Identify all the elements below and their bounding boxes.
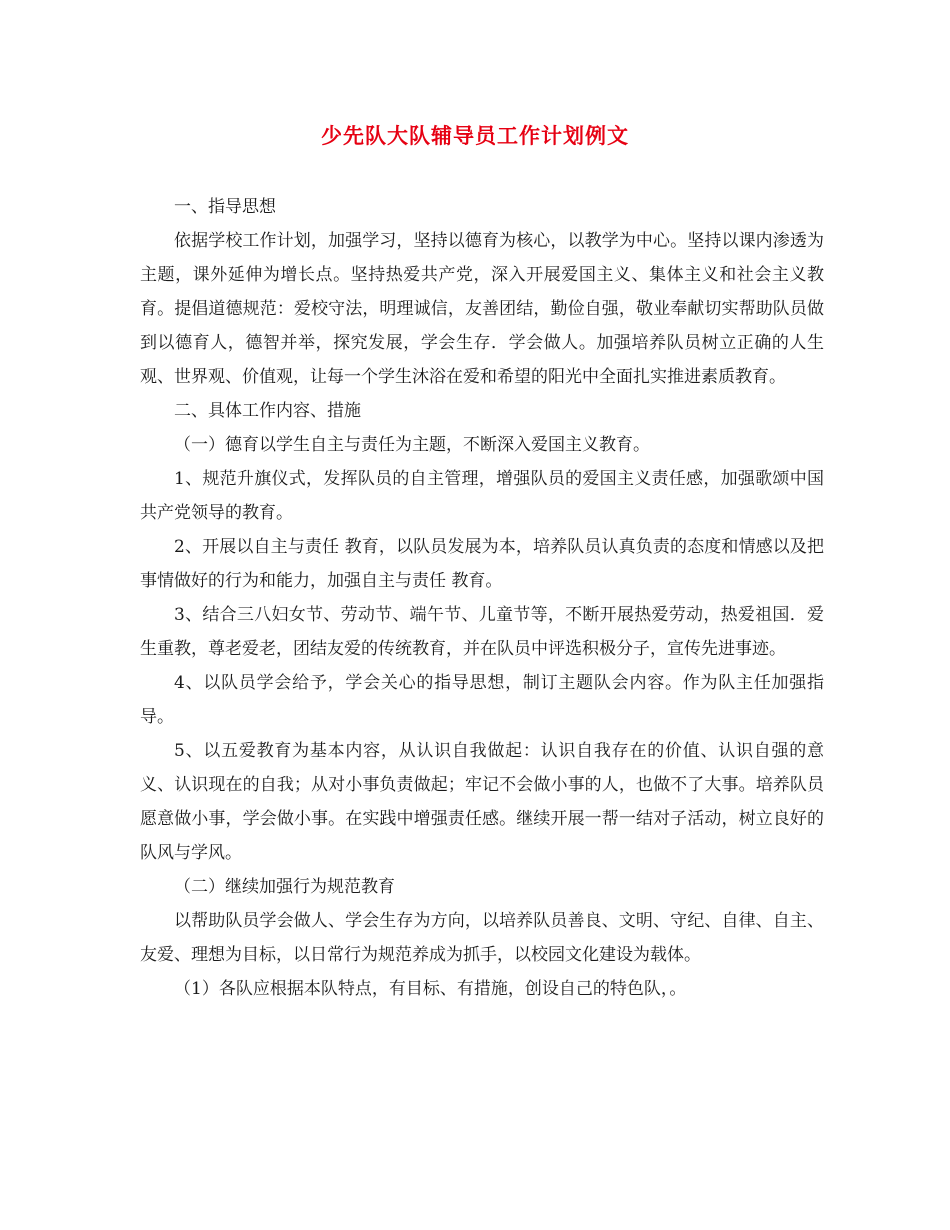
list-item-5: 5、以五爱教育为基本内容，从认识自我做起：认识自我存在的价值、认识自强的意义、认识现在的自我；从对小事负责做起；牢记不会做小事的人，也做不了大事。培养队员愿意做小事，学会做小事。在实践中增强责任感。继续开展一帮一结对子活动，树立良好的队风与学风。	[140, 741, 824, 863]
section-heading-guiding-thought: 一、指导思想	[174, 197, 276, 217]
list-item-3: 3、结合三八妇女节、劳动节、端午节、儿童节等，不断开展热爱劳动，热爱祖国．爱生重教，尊老爱老，团结友爱的传统教育，并在队员中评选积极分子，宣传先进事迹。	[140, 605, 824, 659]
list-item-sub-1: （1）各队应根据本队特点，有目标、有措施，创设自己的特色队，。	[174, 979, 687, 999]
section-heading-work-content: 二、具体工作内容、措施	[174, 401, 361, 421]
list-item-4: 4、以队员学会给予，学会关心的指导思想，制订主题队会内容。作为队主任加强指导。	[140, 673, 824, 727]
paragraph-behavior-norms: 以帮助队员学会做人、学会生存为方向，以培养队员善良、文明、守纪、自律、自主、友爱、理想为目标，以日常行为规范养成为抓手，以校园文化建设为载体。	[140, 911, 824, 965]
list-item-1: 1、规范升旗仪式，发挥队员的自主管理，增强队员的爱国主义责任感，加强歌颂中国共产党领导的教育。	[140, 469, 824, 523]
document-body	[140, 190, 824, 1006]
document-title: 少先队大队辅导员工作计划例文	[321, 123, 629, 148]
paragraph-guiding-thought: 依据学校工作计划，加强学习，坚持以德育为核心，以教学为中心。坚持以课内渗透为主题，课外延伸为增长点。坚持热爱共产党，深入开展爱国主义、集体主义和社会主义教育。提倡道德规范：爱校守法，明理诚信，友善团结，勤俭自强，敬业奉献切实帮助队员做到以德育人，德智并举，探究发展，学会生存．学会做人。加强培养队员树立正确的人生观、世界观、价值观，让每一个学生沐浴在爱和希望的阳光中全面扎实推进素质教育。	[140, 231, 824, 387]
subsection-heading-moral-education: （一）德育以学生自主与责任为主题，不断深入爱国主义教育。	[174, 435, 650, 455]
list-item-2: 2、开展以自主与责任 教育，以队员发展为本，培养队员认真负责的态度和情感以及把事情做好的行为和能力，加强自主与责任 教育。	[140, 537, 824, 591]
subsection-heading-behavior-norms: （二）继续加强行为规范教育	[174, 877, 395, 897]
